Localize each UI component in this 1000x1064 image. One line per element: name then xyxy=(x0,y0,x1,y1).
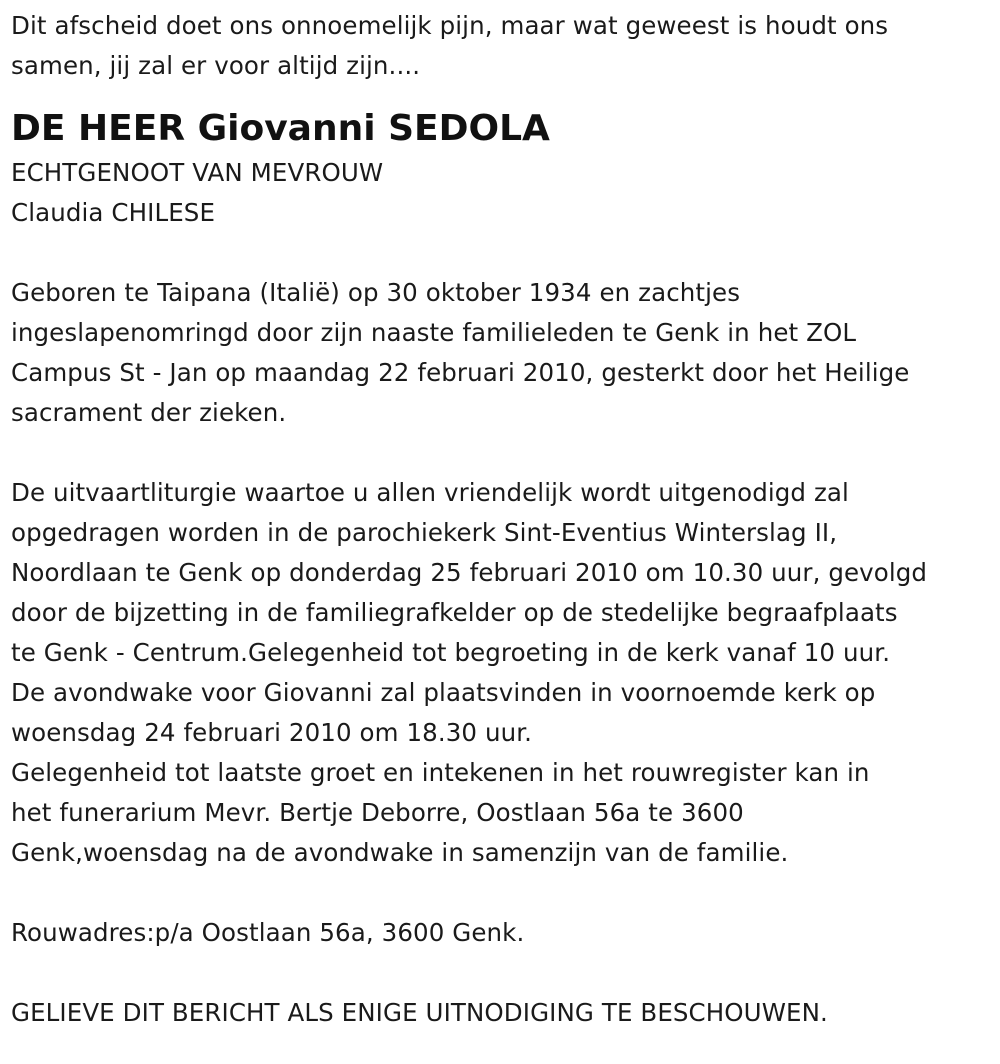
spacer xyxy=(11,233,996,273)
funeral-paragraph xyxy=(11,473,996,873)
funeral-line: Genk,woensdag na de avondwake in samenzijn van de familie. xyxy=(11,838,789,867)
invitation-notice: GELIEVE DIT BERICHT ALS ENIGE UITNODIGING TE BESCHOUWEN. xyxy=(11,998,828,1027)
spouse-line: ECHTGENOOT VAN MEVROUW xyxy=(11,158,384,187)
funeral-line: te Genk - Centrum.Gelegenheid tot begroeting in de kerk vanaf 10 uur. xyxy=(11,638,891,667)
spacer xyxy=(11,873,996,913)
intro-paragraph xyxy=(11,6,996,86)
funeral-line: het funerarium Mevr. Bertje Deborre, Oostlaan 56a te 3600 xyxy=(11,798,744,827)
intro-line: samen, jij zal er voor altijd zijn.... xyxy=(11,51,421,80)
funeral-line: Gelegenheid tot laatste groet en intekenen in het rouwregister kan in xyxy=(11,758,870,787)
funeral-line: Noordlaan te Genk op donderdag 25 februari 2010 om 10.30 uur, gevolgd xyxy=(11,558,928,587)
funeral-line: woensdag 24 februari 2010 om 18.30 uur. xyxy=(11,718,533,747)
birth-death-line: Campus St - Jan op maandag 22 februari 2010, gesterkt door het Heilige xyxy=(11,358,910,387)
birth-death-paragraph xyxy=(11,273,996,433)
intro-line: Dit afscheid doet ons onnoemelijk pijn, maar wat geweest is houdt ons xyxy=(11,11,889,40)
deceased-name: DE HEER Giovanni SEDOLA xyxy=(11,108,550,149)
mourning-address: Rouwadres:p/a Oostlaan 56a, 3600 Genk. xyxy=(11,918,525,947)
spacer xyxy=(11,433,996,473)
birth-death-line: ingeslapenomringd door zijn naaste familieleden te Genk in het ZOL xyxy=(11,318,857,347)
birth-death-line: Geboren te Taipana (Italië) op 30 oktober 1934 en zachtjes xyxy=(11,278,741,307)
funeral-line: De avondwake voor Giovanni zal plaatsvinden in voornoemde kerk op xyxy=(11,678,876,707)
funeral-line: opgedragen worden in de parochiekerk Sint-Eventius Winterslag II, xyxy=(11,518,838,547)
spouse-block xyxy=(11,153,996,233)
spouse-line: Claudia CHILESE xyxy=(11,198,216,227)
funeral-line: De uitvaartliturgie waartoe u allen vriendelijk wordt uitgenodigd zal xyxy=(11,478,849,507)
obituary-notice xyxy=(11,6,996,1033)
funeral-line: door de bijzetting in de familiegrafkelder op de stedelijke begraafplaats xyxy=(11,598,898,627)
birth-death-line: sacrament der zieken. xyxy=(11,398,287,427)
spacer xyxy=(11,953,996,993)
